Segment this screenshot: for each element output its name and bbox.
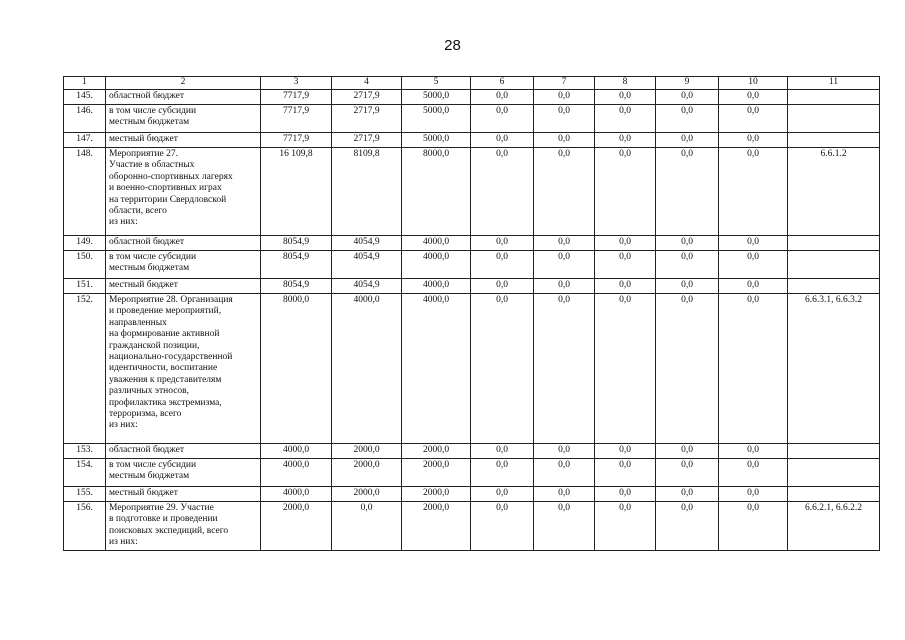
value-cell-col-8: 0,0 [595,487,656,502]
target-code-cell [788,133,880,148]
row-name: областной бюджет [106,90,261,105]
table-row [64,236,880,251]
row-number: 153. [64,444,106,459]
value-cell-col-5: 4000,0 [402,236,471,251]
row-name: в том числе субсидии местным бюджетам [106,105,261,133]
value-cell-col-6: 0,0 [471,444,534,459]
value-cell-col-5: 5000,0 [402,105,471,133]
value-cell-col-9: 0,0 [656,105,719,133]
value-cell-col-6: 0,0 [471,294,534,444]
value-cell-col-6: 0,0 [471,502,534,551]
value-cell-col-7: 0,0 [534,236,595,251]
value-cell-col-6: 0,0 [471,459,534,487]
value-cell-col-3: 8054,9 [261,279,332,294]
value-cell-col-9: 0,0 [656,236,719,251]
row-name: областной бюджет [106,444,261,459]
value-cell-col-7: 0,0 [534,294,595,444]
value-cell-col-4: 4054,9 [332,251,402,279]
value-cell-col-4: 2000,0 [332,444,402,459]
value-cell-col-9: 0,0 [656,502,719,551]
value-cell-col-4: 0,0 [332,502,402,551]
row-name: в том числе субсидии местным бюджетам [106,459,261,487]
value-cell-col-9: 0,0 [656,279,719,294]
value-cell-col-8: 0,0 [595,90,656,105]
target-code-cell [788,90,880,105]
value-cell-col-6: 0,0 [471,133,534,148]
target-code-cell [788,444,880,459]
value-cell-col-6: 0,0 [471,105,534,133]
value-cell-col-3: 8054,9 [261,236,332,251]
value-cell-col-5: 5000,0 [402,133,471,148]
value-cell-col-7: 0,0 [534,90,595,105]
table-row [64,444,880,459]
header-cell-9: 9 [656,77,719,90]
row-number: 151. [64,279,106,294]
value-cell-col-10: 0,0 [719,279,788,294]
row-name: местный бюджет [106,487,261,502]
header-cell-3: 3 [261,77,332,90]
value-cell-col-10: 0,0 [719,90,788,105]
value-cell-col-4: 2000,0 [332,487,402,502]
value-cell-col-5: 2000,0 [402,459,471,487]
value-cell-col-9: 0,0 [656,251,719,279]
value-cell-col-3: 2000,0 [261,502,332,551]
row-number: 155. [64,487,106,502]
header-cell-11: 11 [788,77,880,90]
value-cell-col-3: 4000,0 [261,444,332,459]
value-cell-col-10: 0,0 [719,236,788,251]
table-row [64,90,880,105]
row-number: 150. [64,251,106,279]
value-cell-col-5: 2000,0 [402,487,471,502]
header-cell-1: 1 [64,77,106,90]
table-row [64,251,880,279]
target-code-cell [788,279,880,294]
header-cell-2: 2 [106,77,261,90]
value-cell-col-8: 0,0 [595,279,656,294]
header-cell-5: 5 [402,77,471,90]
value-cell-col-3: 4000,0 [261,487,332,502]
row-name: Мероприятие 27. Участие в областных оборонно-спортивных лагерях и военно-спортивных играх на территории Свердловской области, всего из них: [106,148,261,236]
target-code-cell [788,236,880,251]
row-name: Мероприятие 28. Организация и проведение мероприятий, направленных на формирование активной гражданской позиции, национально-государственной идентичности, воспитание уважения к представителям различных этносов, профилактика экстремизма, терроризма, всего из них: [106,294,261,444]
value-cell-col-10: 0,0 [719,294,788,444]
value-cell-col-9: 0,0 [656,444,719,459]
value-cell-col-6: 0,0 [471,251,534,279]
row-name: областной бюджет [106,236,261,251]
value-cell-col-5: 5000,0 [402,90,471,105]
table-row [64,148,880,236]
value-cell-col-10: 0,0 [719,459,788,487]
value-cell-col-10: 0,0 [719,502,788,551]
value-cell-col-7: 0,0 [534,133,595,148]
table-row [64,105,880,133]
value-cell-col-7: 0,0 [534,105,595,133]
row-number: 156. [64,502,106,551]
value-cell-col-7: 0,0 [534,487,595,502]
header-cell-7: 7 [534,77,595,90]
value-cell-col-3: 8054,9 [261,251,332,279]
value-cell-col-7: 0,0 [534,251,595,279]
value-cell-col-8: 0,0 [595,133,656,148]
budget-table [63,76,880,551]
value-cell-col-4: 4054,9 [332,279,402,294]
value-cell-col-6: 0,0 [471,236,534,251]
row-number: 152. [64,294,106,444]
target-code-cell: 6.6.1.2 [788,148,880,236]
value-cell-col-4: 2717,9 [332,90,402,105]
value-cell-col-9: 0,0 [656,487,719,502]
row-number: 147. [64,133,106,148]
value-cell-col-5: 4000,0 [402,251,471,279]
target-code-cell: 6.6.3.1, 6.6.3.2 [788,294,880,444]
header-cell-8: 8 [595,77,656,90]
value-cell-col-5: 4000,0 [402,294,471,444]
value-cell-col-8: 0,0 [595,294,656,444]
value-cell-col-6: 0,0 [471,487,534,502]
value-cell-col-7: 0,0 [534,502,595,551]
header-cell-6: 6 [471,77,534,90]
value-cell-col-3: 8000,0 [261,294,332,444]
value-cell-col-6: 0,0 [471,279,534,294]
value-cell-col-9: 0,0 [656,90,719,105]
value-cell-col-3: 7717,9 [261,105,332,133]
value-cell-col-4: 2717,9 [332,105,402,133]
row-name: Мероприятие 29. Участие в подготовке и проведении поисковых экспедиций, всего из них: [106,502,261,551]
value-cell-col-10: 0,0 [719,444,788,459]
table-row [64,502,880,551]
table-row [64,294,880,444]
table-row [64,279,880,294]
value-cell-col-9: 0,0 [656,133,719,148]
value-cell-col-4: 4054,9 [332,236,402,251]
value-cell-col-8: 0,0 [595,502,656,551]
table-row [64,459,880,487]
row-number: 145. [64,90,106,105]
value-cell-col-7: 0,0 [534,279,595,294]
value-cell-col-5: 2000,0 [402,502,471,551]
value-cell-col-5: 8000,0 [402,148,471,236]
page-number: 28 [444,37,461,54]
value-cell-col-10: 0,0 [719,148,788,236]
value-cell-col-9: 0,0 [656,294,719,444]
value-cell-col-7: 0,0 [534,444,595,459]
target-code-cell [788,105,880,133]
target-code-cell [788,251,880,279]
value-cell-col-6: 0,0 [471,148,534,236]
header-cell-4: 4 [332,77,402,90]
row-name: в том числе субсидии местным бюджетам [106,251,261,279]
value-cell-col-3: 4000,0 [261,459,332,487]
row-number: 146. [64,105,106,133]
target-code-cell [788,487,880,502]
row-number: 154. [64,459,106,487]
value-cell-col-8: 0,0 [595,236,656,251]
target-code-cell [788,459,880,487]
value-cell-col-3: 16 109,8 [261,148,332,236]
value-cell-col-5: 2000,0 [402,444,471,459]
row-name: местный бюджет [106,133,261,148]
value-cell-col-4: 8109,8 [332,148,402,236]
value-cell-col-4: 2000,0 [332,459,402,487]
value-cell-col-9: 0,0 [656,459,719,487]
header-cell-10: 10 [719,77,788,90]
table-row [64,487,880,502]
value-cell-col-10: 0,0 [719,133,788,148]
value-cell-col-8: 0,0 [595,444,656,459]
table-header-row [64,77,880,90]
row-name: местный бюджет [106,279,261,294]
value-cell-col-5: 4000,0 [402,279,471,294]
value-cell-col-8: 0,0 [595,105,656,133]
row-number: 149. [64,236,106,251]
value-cell-col-8: 0,0 [595,251,656,279]
value-cell-col-8: 0,0 [595,148,656,236]
value-cell-col-9: 0,0 [656,148,719,236]
value-cell-col-4: 2717,9 [332,133,402,148]
value-cell-col-3: 7717,9 [261,133,332,148]
row-number: 148. [64,148,106,236]
value-cell-col-4: 4000,0 [332,294,402,444]
value-cell-col-10: 0,0 [719,105,788,133]
value-cell-col-7: 0,0 [534,459,595,487]
value-cell-col-10: 0,0 [719,251,788,279]
value-cell-col-6: 0,0 [471,90,534,105]
value-cell-col-7: 0,0 [534,148,595,236]
value-cell-col-8: 0,0 [595,459,656,487]
table-row [64,133,880,148]
value-cell-col-3: 7717,9 [261,90,332,105]
value-cell-col-10: 0,0 [719,487,788,502]
target-code-cell: 6.6.2.1, 6.6.2.2 [788,502,880,551]
